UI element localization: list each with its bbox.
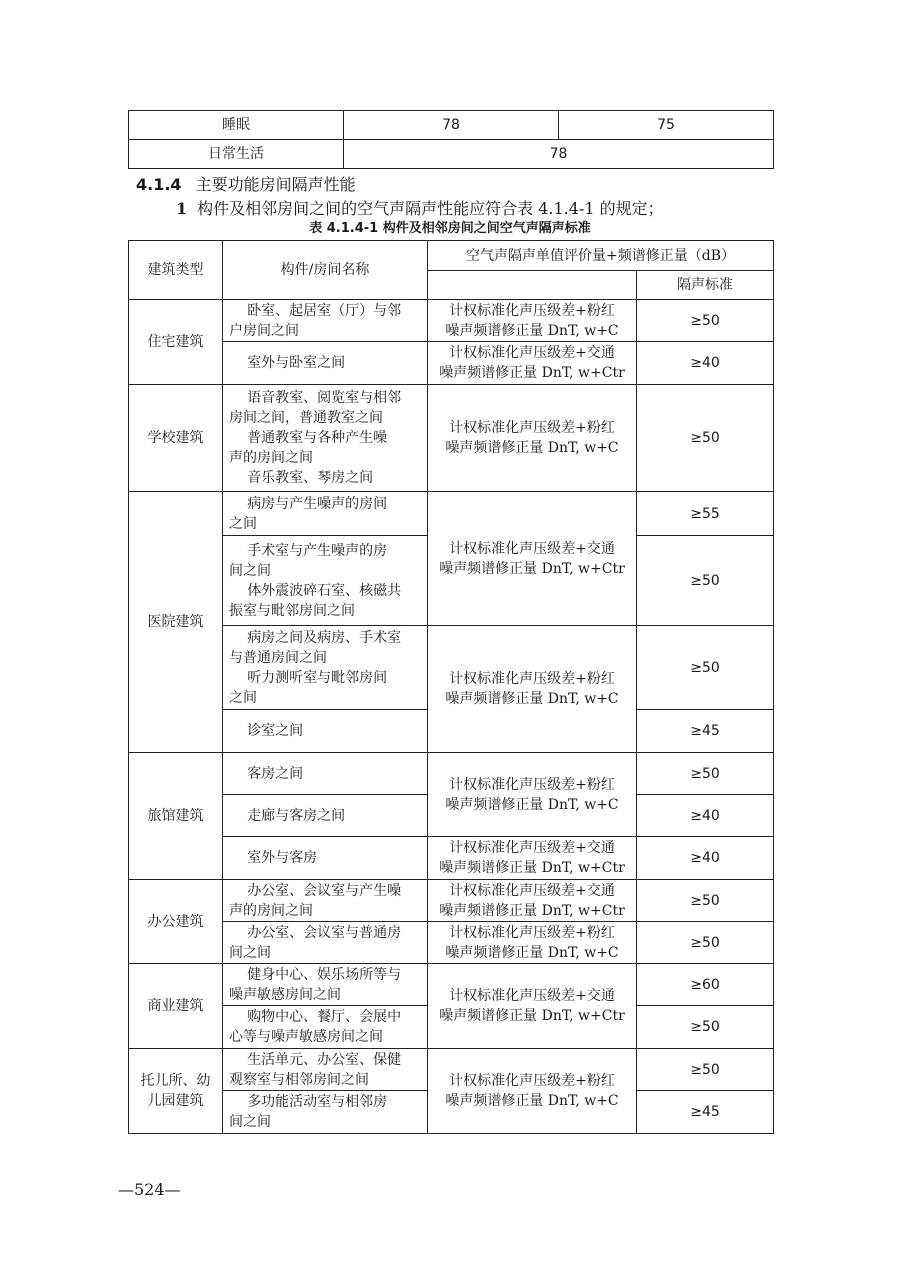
clause-text: 构件及相邻房间之间的空气声隔声性能应符合表 4.1.4-1 的规定； (197, 199, 664, 218)
metric-cell (428, 922, 637, 964)
room-cell (223, 342, 428, 385)
standard-cell: ≥50 (637, 880, 774, 922)
room-line: 普通教室与各种产生噪 (247, 430, 388, 446)
room-cell (223, 710, 428, 753)
metric-line: 噪声频谱修正量 DnT, w+C (445, 691, 619, 707)
room-line: 病房与产生噪声的房间 (247, 495, 388, 512)
room-line: 听力测听室与毗邻房间 (247, 669, 388, 686)
metric-line: 噪声频谱修正量 DnT, w+Ctr (439, 365, 625, 381)
room-line: 手术室与产生噪声的房 (247, 542, 388, 559)
standard-cell: ≥50 (637, 300, 774, 342)
metric-line: 计权标准化声压级差+交通 (449, 882, 615, 899)
section-title: 主要功能房间隔声性能 (195, 175, 356, 194)
metric-cell (428, 753, 637, 837)
metric-line: 噪声频谱修正量 DnT, w+C (445, 944, 619, 961)
metric-line: 噪声频谱修正量 DnT, w+Ctr (439, 860, 625, 876)
metric-cell (428, 837, 637, 880)
header-standard: 隔声标准 (637, 271, 774, 300)
room-line: 健身中心、娱乐场所等与 (247, 966, 402, 983)
standard-cell: ≥50 (637, 753, 774, 795)
table-row (129, 922, 774, 964)
building-type-cell: 商业建筑 (129, 964, 223, 1049)
clause-item (176, 199, 664, 219)
room-cell (223, 753, 428, 795)
standard-cell: ≥45 (637, 710, 774, 753)
section-heading (136, 175, 356, 195)
metric-line: 计权标准化声压级差+粉红 (449, 420, 615, 436)
metric-cell (428, 964, 637, 1049)
room-line: 噪声敏感房间之间 (229, 986, 341, 1003)
room-cell (223, 492, 428, 536)
standard-cell: ≥50 (637, 1006, 774, 1049)
room-cell (223, 837, 428, 880)
metric-line: 计权标准化声压级差+粉红 (449, 671, 615, 687)
room-line: 声的房间之间 (229, 450, 313, 466)
metric-cell (428, 626, 637, 753)
header-blank-cell (428, 271, 637, 300)
table-row (129, 837, 774, 880)
metric-line: 噪声频谱修正量 DnT, w+C (445, 440, 619, 456)
standard-cell: ≥50 (637, 536, 774, 626)
room-line: 病房之间及病房、手术室 (247, 629, 402, 646)
building-type-cell: 学校建筑 (129, 385, 223, 492)
standard-cell: ≥40 (637, 342, 774, 385)
room-cell (223, 1091, 428, 1134)
room-line: 间之间 (229, 1114, 271, 1130)
sound-insulation-table (128, 240, 774, 1134)
building-type-cell (129, 1049, 223, 1134)
metric-line: 噪声频谱修正量 DnT, w+Ctr (439, 902, 625, 919)
room-cell (223, 385, 428, 492)
table-row (129, 753, 774, 795)
row-label: 日常生活 (129, 140, 344, 169)
standard-cell: ≥50 (637, 922, 774, 964)
header-metric-group: 空气声隔声单值评价量+频谱修正量（dB） (428, 241, 774, 271)
building-type-cell: 医院建筑 (129, 492, 223, 753)
row-label: 睡眠 (129, 111, 344, 140)
room-cell (223, 626, 428, 710)
metric-cell (428, 492, 637, 626)
standard-cell: ≥50 (637, 626, 774, 710)
metric-line: 计权标准化声压级差+交通 (449, 988, 615, 1004)
metric-line: 计权标准化声压级差+粉红 (449, 776, 615, 793)
room-line: 观察室与相邻房间之间 (229, 1071, 369, 1088)
standard-cell: ≥50 (637, 1049, 774, 1091)
building-type-cell: 旅馆建筑 (129, 753, 223, 880)
standard-cell: ≥45 (637, 1091, 774, 1134)
room-line: 户房间之间 (229, 322, 299, 339)
metric-cell (428, 1049, 637, 1134)
value-cell: 78 (344, 140, 774, 169)
building-type-line: 托儿所、幼 (140, 1073, 211, 1089)
room-line: 心等与噪声敏感房间之间 (229, 1029, 383, 1045)
header-room-name: 构件/房间名称 (223, 241, 428, 300)
room-line: 室外与卧室之间 (247, 355, 346, 371)
standard-cell: ≥50 (637, 385, 774, 492)
metric-line: 计权标准化声压级差+交通 (449, 540, 615, 557)
table-row (129, 385, 774, 492)
table-caption: 表 4.1.4-1 构件及相邻房间之间空气声隔声标准 (309, 221, 591, 236)
room-line: 办公室、会议室与产生噪 (247, 882, 402, 899)
building-type-line: 儿园建筑 (147, 1093, 204, 1109)
room-cell (223, 536, 428, 626)
room-line: 诊室之间 (247, 723, 304, 739)
building-type-cell: 办公建筑 (129, 880, 223, 964)
continued-table (128, 110, 774, 169)
value-cell: 78 (344, 111, 559, 140)
room-line: 办公室、会议室与普通房 (247, 924, 402, 941)
value-cell: 75 (559, 111, 774, 140)
standard-cell: ≥40 (637, 837, 774, 880)
metric-line: 噪声频谱修正量 DnT, w+C (445, 796, 619, 813)
room-line: 声的房间之间 (229, 902, 313, 919)
page-number: —524— (118, 1180, 181, 1199)
table-row (129, 492, 774, 536)
metric-cell (428, 342, 637, 385)
room-line: 间之间 (229, 562, 271, 579)
table-row (129, 1049, 774, 1091)
clause-number: 1 (176, 199, 188, 218)
room-cell (223, 880, 428, 922)
metric-cell (428, 385, 637, 492)
metric-line: 噪声频谱修正量 DnT, w+C (445, 322, 619, 339)
room-line: 振室与毗邻房间之间 (229, 602, 355, 619)
metric-cell (428, 300, 637, 342)
building-type-cell: 住宅建筑 (129, 300, 223, 385)
room-line: 走廊与客房之间 (247, 807, 346, 824)
metric-line: 计权标准化声压级差+粉红 (449, 924, 615, 941)
table-row (129, 140, 774, 169)
metric-line: 计权标准化声压级差+粉红 (449, 302, 615, 319)
metric-line: 计权标准化声压级差+交通 (449, 840, 615, 856)
metric-line: 计权标准化声压级差+粉红 (449, 1073, 615, 1089)
room-line: 客房之间 (247, 765, 304, 782)
table-row (129, 300, 774, 342)
header-row (129, 241, 774, 271)
metric-line: 噪声频谱修正量 DnT, w+Ctr (439, 1008, 625, 1024)
standard-cell: ≥55 (637, 492, 774, 536)
room-line: 与普通房间之间 (229, 649, 327, 666)
table-row (129, 880, 774, 922)
room-line: 多功能活动室与相邻房 (247, 1094, 388, 1110)
room-cell (223, 300, 428, 342)
room-line: 之间 (229, 689, 257, 706)
room-line: 之间 (229, 515, 257, 532)
metric-line: 噪声频谱修正量 DnT, w+Ctr (439, 560, 625, 577)
room-cell (223, 1006, 428, 1049)
room-cell (223, 964, 428, 1006)
metric-cell (428, 880, 637, 922)
room-line: 生活单元、办公室、保健 (247, 1051, 402, 1068)
standard-cell: ≥40 (637, 795, 774, 837)
room-line: 室外与客房 (247, 850, 318, 866)
room-line: 语音教室、阅览室与相邻 (247, 390, 402, 406)
room-line: 房间之间，普通教室之间 (229, 410, 383, 426)
standard-cell: ≥60 (637, 964, 774, 1006)
table-row (129, 964, 774, 1006)
section-number: 4.1.4 (136, 175, 182, 194)
room-line: 购物中心、餐厅、会展中 (247, 1009, 402, 1025)
header-building-type: 建筑类型 (129, 241, 223, 300)
metric-line: 计权标准化声压级差+交通 (449, 345, 615, 361)
room-line: 音乐教室、琴房之间 (247, 470, 374, 486)
room-cell (223, 795, 428, 837)
table-row (129, 111, 774, 140)
metric-line: 噪声频谱修正量 DnT, w+C (445, 1093, 619, 1109)
room-cell (223, 922, 428, 964)
table-row (129, 626, 774, 710)
room-line: 体外震波碎石室、核磁共 (247, 582, 402, 599)
room-line: 卧室、起居室（厅）与邻 (247, 302, 402, 319)
room-line: 间之间 (229, 944, 271, 961)
table-row (129, 342, 774, 385)
room-cell (223, 1049, 428, 1091)
